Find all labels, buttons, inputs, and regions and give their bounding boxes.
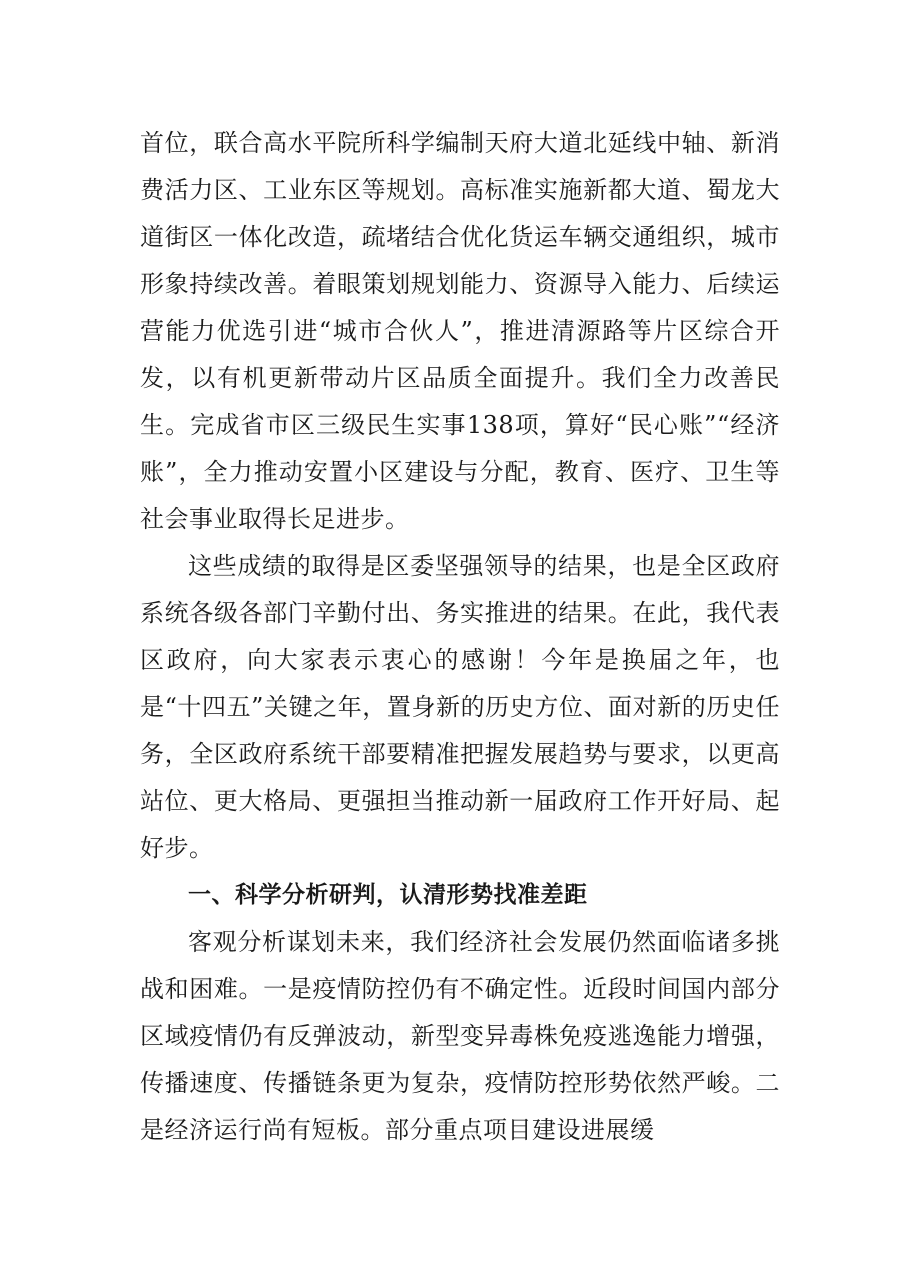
document-body xyxy=(140,120,780,1154)
paragraph-analysis: 客观分析谋划未来，我们经济社会发展仍然面临诸多挑战和困难。一是疫情防控仍有不确定性。近段时间国内部分区域疫情仍有反弹波动，新型变异毒株免疫逃逸能力增强，传播速度、传播链条更为复杂，疫情防控形势依然严峻。二是经济运行尚有短板。部分重点项目建设进展缓 xyxy=(140,928,780,1144)
section-heading: 一、科学分析研判，认清形势找准差距 xyxy=(188,882,588,908)
paragraph-continued: 首位，联合高水平院所科学编制天府大道北延线中轴、新消费活力区、工业东区等规划。高标准实施新都大道、蜀龙大道街区一体化改造，疏堵结合优化货运车辆交通组织，城市形象持续改善。着眼策划规划能力、资源导入能力、后续运营能力优选引进“城市合伙人”，推进清源路等片区综合开发，以有机更新带动片区品质全面提升。我们全力改善民生。完成省市区三级民生实事138项，算好“民心账”“经济账”，全力推动安置小区建设与分配，教育、医疗、卫生等社会事业取得长足进步。 xyxy=(140,129,780,533)
paragraph-acknowledgement: 这些成绩的取得是区委坚强领导的结果，也是全区政府系统各级各部门辛勤付出、务实推进的结果。在此，我代表区政府，向大家表示衷心的感谢！今年是换届之年，也是“十四五”关键之年，置身新的历史方位、面对新的历史任务，全区政府系统干部要精准把握发展趋势与要求，以更高站位、更大格局、更强担当推动新一届政府工作开好局、起好步。 xyxy=(140,552,780,862)
